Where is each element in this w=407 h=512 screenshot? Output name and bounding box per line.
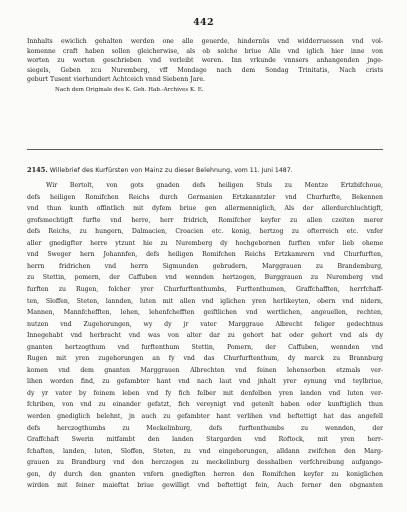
document-number: 2145. (27, 166, 48, 174)
text-line: siegels, Geben zcu Nuremberg, vff Mondage nach dem Sondag Trinitatis, Nach crists (27, 66, 383, 74)
text-line: grofsmechtigft furfte vnd herre, herr fridrich, Romifcher keyfer zu allen czeiten merer (27, 216, 383, 224)
text-line: ten, Sloffen, Steten, lannden, luten mit allen vnd iglichen yren herlikeyten, obern vnd nidern, (27, 297, 383, 305)
text-line: Mannen, Mannfchefften, lehen, lehenfchefften geiftlichen vnd wertlichen, angeuellen, rechten, (27, 309, 383, 317)
text-line: dy yr vater by feinem leben vnd fy fich felber mit denfelben yren landen vnd luten ver- (27, 389, 383, 397)
text-line: komen vnd dem gnanten Marggrauen Albrechten vnd feinen lehensorben etzmals ver- (27, 366, 383, 374)
text-line: lihen worden find, zu gefambter hant vnd nach laut vnd jnhalt yrer eynung vnd teylbriue, (27, 378, 383, 386)
text-line: Innegehabt vnd herbracht vnd was von alter dar zu gehort hat oder gehort vnd als dy (27, 332, 383, 340)
text-line: gen, dy durch den gnanten vnfern gnedigften herren den Romifchen keyfer zu koniglichen (27, 470, 383, 478)
page-number: 442 (193, 17, 214, 28)
text-line: grauen zu Brandburg vnd den herczogen zu meckelinburg desshalben verfchreibung aufgango- (27, 459, 383, 467)
text-line: aller gnedigfter herre ytzunt hie zu Nuremberg dy hochgebornen furften vnfer lieb oheme (27, 239, 383, 247)
text-line: werden gnediglich belehnt, jn auch zu gefambter hant verlihen vnd beftettigt hat das angefell (27, 413, 383, 420)
text-line: defs herczogthumbs zu Meckelinburg, defs furftenthumbs zu wennden, der (27, 424, 383, 432)
source-note: Nach dem Originale des K. Geh. Hab.-Archives K. E. (55, 87, 204, 93)
text-line: nutzen vnd Zugehorungen, wy dy jr vater Marggraue Albrecht feliger gedechtnus (27, 320, 383, 328)
text-line: zu Stettin, pomern, der Caffuben vnd wennden hertzogen, Burggrauen zu Nuremberg vnd (27, 274, 383, 282)
text-line: wirden mit feiner maieftat briue gewilligt vnd beftettigt fein, Auch ferner den obgnanten (27, 482, 383, 490)
text-line: vnd thun kunth offintlich mit dyfem briue gen allermenniglich, Als der allerdurchluchtigft, (27, 205, 383, 213)
document-title: Willebrief des Kurfürsten von Mainz zu dieser Belehnung, (49, 167, 233, 174)
text-line: defs Reichs, zu hungern, Dalmacien, Croacien etc. konig, hertzog zu ofterreich etc. vnfer (27, 228, 383, 236)
text-line: geburt Tusent vierhundert Achtceich vnnd Siebenn Jare. (27, 76, 205, 84)
text-line: defs heiligen Romifchen Reichs durch Germanien Ertzkanntzler vnd Churfurfte, Bekennen (27, 193, 383, 201)
text-line: gnanten hertzogthum vnd furftenthum Stettin, Pomern, der Caffuben, wennden vnd (27, 343, 383, 351)
text-line: Innhalts ewiclich gehalten werden one alle geuerde, hindernüs vnd widderruessen vnd vol- (27, 38, 383, 45)
text-line: Graffchaft Swerin mitfambt den landen Stargarden vnd Roftock, mit yren herr- (27, 436, 383, 444)
text-line: Wir Bertolt, von gots gnaden defs heiligen Stuls zu Mentze Ertzbifchoue, (46, 182, 383, 189)
text-line: worten zu worten geschrieben vnd verleibt weren. Inn vrkunde vnnsers anhangenden jnge- (27, 57, 383, 65)
section-divider (27, 149, 383, 150)
text-line: komenne craft haben sollen gleicherwise, als ob solche briue Alle vnd iglich hier inne von (27, 47, 383, 55)
text-line: furften zu Rugen, folcher yrer Churfurftenthumbs, Furftenthumen, Graffchafften, herrfchaff- (27, 285, 383, 293)
text-line: herrn fridrichen vnd herrn Sigmunden gebrudern, Marggrauen zu Brandemburg, (27, 262, 383, 270)
document-heading (27, 166, 383, 175)
text-line: fchaften, landen, luten, Sloffen, Steten, zu vnd eingehorungen, alldann zwifchen den Marg- (27, 447, 383, 455)
text-line: Rugen mit yren zugehorungen an fy vnd das Churfurftenthum, dy marck zu Brannburg (27, 355, 383, 363)
document-date: vom 11. Juni 1487. (234, 167, 293, 174)
text-line: fchriben, von vnd zu einander gefatzt, fich vereynigt vnd getenlt haben oder kunftiglich thun (27, 401, 383, 409)
text-line: vnd Sweger hern Johannfen, defs heiligen Romifchen Reichs Ertzkamrern vnd Churfurften, (27, 251, 383, 259)
